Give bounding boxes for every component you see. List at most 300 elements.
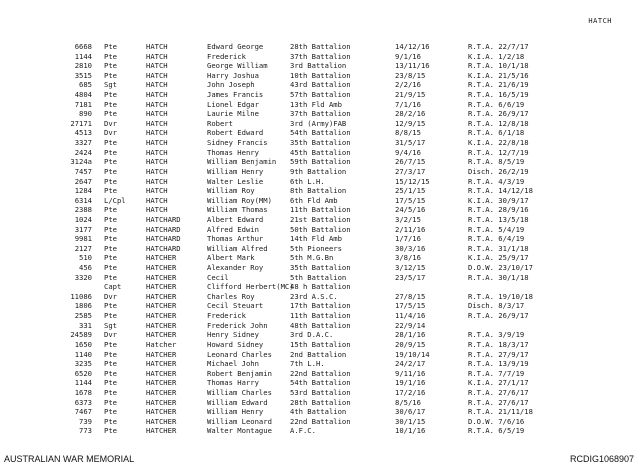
fate: K.I.A. 22/8/18 [468, 138, 529, 148]
enlistment-date: 2/11/16 [395, 224, 426, 234]
table-row [0, 398, 640, 408]
service-number: 1678 [74, 387, 92, 397]
fate: R.T.A. 21/11/18 [468, 407, 533, 417]
table-row [0, 148, 640, 158]
rank: Pte [104, 51, 117, 61]
given-names: William Roy(MM) [207, 195, 272, 205]
given-names: William Roy [207, 186, 255, 196]
rank: Pte [104, 416, 117, 426]
service-number: 685 [79, 80, 92, 90]
unit: 3rd D.A.C. [290, 330, 334, 340]
rank: Sgt [104, 80, 117, 90]
surname: HATCHER [146, 368, 177, 378]
rank: Pte [104, 109, 117, 119]
rank: Pte [104, 368, 117, 378]
table-row [0, 186, 640, 196]
surname: Hatcher [146, 339, 177, 349]
rank: Pte [104, 311, 117, 321]
service-number: 773 [79, 426, 92, 436]
rank: Pte [104, 407, 117, 417]
surname: HATCHER [146, 291, 177, 301]
table-row [0, 407, 640, 417]
given-names: Thomas Arthur [207, 234, 264, 244]
table-row [0, 109, 640, 119]
given-names: Robert Benjamin [207, 368, 272, 378]
fate: K.I.A. 25/9/17 [468, 253, 529, 263]
enlistment-date: 28/1/16 [395, 330, 426, 340]
surname: HATCH [146, 128, 168, 138]
enlistment-date: 9/1/16 [395, 51, 421, 61]
given-names: Alfred Edwin [207, 224, 259, 234]
table-row [0, 100, 640, 110]
rank: Pte [104, 359, 117, 369]
service-number: 2647 [74, 176, 92, 186]
unit: 5th Pioneers [290, 243, 342, 253]
fate: R.T.A. 8/5/19 [468, 157, 525, 167]
given-names: Cecil [207, 272, 229, 282]
fate: R.T.A. 12/8/18 [468, 118, 529, 128]
service-number: 3177 [74, 224, 92, 234]
service-number: 7181 [74, 99, 92, 109]
surname: HATCH [146, 90, 168, 100]
given-names: William Charles [207, 387, 272, 397]
surname: HATCHARD [146, 243, 181, 253]
surname: HATCH [146, 186, 168, 196]
unit: 9th Battalion [290, 166, 347, 176]
service-number: 3327 [74, 138, 92, 148]
surname: HATCHER [146, 349, 177, 359]
enlistment-date: 17/2/16 [395, 387, 426, 397]
service-number: 2585 [74, 311, 92, 321]
table-row [0, 301, 640, 311]
given-names: Leonard Charles [207, 349, 272, 359]
service-number: 456 [79, 263, 92, 273]
enlistment-date: 21/9/15 [395, 90, 426, 100]
rank: Pte [104, 70, 117, 80]
given-names: Charles Roy [207, 291, 255, 301]
surname: HATCH [146, 61, 168, 71]
unit: 37th Battalion [290, 51, 351, 61]
enlistment-date: 30/1/15 [395, 416, 426, 426]
fate: R.T.A. 5/4/19 [468, 224, 525, 234]
fate: R.T.A. 30/1/18 [468, 272, 529, 282]
fate: R.T.A. 6/6/19 [468, 99, 525, 109]
surname: HATCH [146, 157, 168, 167]
enlistment-date: 20/9/15 [395, 339, 426, 349]
fate: R.T.A. 6/4/19 [468, 234, 525, 244]
enlistment-date: 27/8/15 [395, 291, 426, 301]
unit: 28th Battalion [290, 42, 351, 51]
fate: R.T.A. 6/1/18 [468, 128, 525, 138]
enlistment-date: 28/2/16 [395, 109, 426, 119]
service-number: 6520 [74, 368, 92, 378]
service-number: 1650 [74, 339, 92, 349]
given-names: Albert Edward [207, 214, 264, 224]
given-names: William Henry [207, 166, 264, 176]
enlistment-date: 11/4/16 [395, 311, 426, 321]
given-names: Edward George [207, 42, 264, 51]
given-names: Harry Joshua [207, 70, 259, 80]
enlistment-date: 31/5/17 [395, 138, 426, 148]
rank: Pte [104, 301, 117, 311]
footer-archive-name: AUSTRALIAN WAR MEMORIAL [4, 454, 135, 464]
enlistment-date: 22/9/14 [395, 320, 426, 330]
unit: 50th Battalion [290, 224, 351, 234]
service-number: 6314 [74, 195, 92, 205]
service-number: 27171 [70, 118, 92, 128]
unit: 3rd (Army)FAB [290, 118, 347, 128]
surname: HATCHER [146, 330, 177, 340]
table-row [0, 196, 640, 206]
unit: 28th Battalion [290, 397, 351, 407]
table-row [0, 263, 640, 273]
unit: 22nd Battalion [290, 368, 351, 378]
service-number: 2424 [74, 147, 92, 157]
rank: Pte [104, 166, 117, 176]
enlistment-date: 10/1/16 [395, 426, 426, 436]
surname: HATCHER [146, 378, 177, 388]
table-row [0, 350, 640, 360]
enlistment-date: 24/5/16 [395, 205, 426, 215]
given-names: William Thomas [207, 205, 268, 215]
surname: HATCHARD [146, 234, 181, 244]
table-row [0, 311, 640, 321]
fate: R.T.A. 26/9/17 [468, 311, 529, 321]
unit: 54th Battalion [290, 378, 351, 388]
unit: 45th Battalion [290, 147, 351, 157]
table-row [0, 225, 640, 235]
unit: 15th Battalion [290, 339, 351, 349]
unit: 59th Battalion [290, 157, 351, 167]
rank: Dvr [104, 330, 117, 340]
unit: 3rd Battalion [290, 61, 347, 71]
fate: R.T.A. 19/10/18 [468, 291, 533, 301]
unit: 23rd A.S.C. [290, 291, 338, 301]
unit: 14th Fld Amb [290, 234, 342, 244]
fate: R.T.A. 28/9/16 [468, 205, 529, 215]
table-row [0, 205, 640, 215]
service-number: 2388 [74, 205, 92, 215]
service-number: 510 [79, 253, 92, 263]
table-row [0, 215, 640, 225]
unit: 5th Battalion [290, 272, 347, 282]
fate: R.T.A. 27/6/17 [468, 397, 529, 407]
enlistment-date: 15/12/15 [395, 176, 430, 186]
surname: HATCH [146, 176, 168, 186]
rank: L/Cpl [104, 195, 126, 205]
rank: Pte [104, 339, 117, 349]
service-number: 890 [79, 109, 92, 119]
table-row [0, 157, 640, 167]
given-names: Robert [207, 118, 233, 128]
surname: HATCH [146, 166, 168, 176]
unit: 54th Battalion [290, 128, 351, 138]
rank: Dvr [104, 291, 117, 301]
service-number: 1140 [74, 349, 92, 359]
unit: 10th Battalion [290, 70, 351, 80]
surname: HATCHARD [146, 224, 181, 234]
enlistment-date: 9/4/16 [395, 147, 421, 157]
given-names: John Joseph [207, 80, 255, 90]
rank: Pte [104, 61, 117, 71]
fate: R.T.A. 31/1/18 [468, 243, 529, 253]
service-number: 3124a [70, 157, 92, 167]
service-number: 1284 [74, 186, 92, 196]
service-number: 739 [79, 416, 92, 426]
service-number: 1806 [74, 301, 92, 311]
surname: HATCHER [146, 387, 177, 397]
enlistment-date: 7/1/16 [395, 99, 421, 109]
service-number: 6668 [74, 42, 92, 51]
fate: R.T.A. 3/9/19 [468, 330, 525, 340]
fate: D.O.W. 23/10/17 [468, 263, 533, 273]
unit: 21st Battalion [290, 214, 351, 224]
table-row [0, 80, 640, 90]
rank: Pte [104, 387, 117, 397]
given-names: Clifford Herbert(MC) [207, 282, 294, 292]
service-number: 7467 [74, 407, 92, 417]
unit: 53rd Battalion [290, 387, 351, 397]
fate: R.T.A. 13/9/19 [468, 359, 529, 369]
table-row [0, 177, 640, 187]
given-names: James Francis [207, 90, 264, 100]
unit: 43rd Battalion [290, 80, 351, 90]
rank: Pte [104, 90, 117, 100]
fate: R.T.A. 13/5/18 [468, 214, 529, 224]
unit: 48 h Battalion [290, 282, 351, 292]
surname: HATCH [146, 42, 168, 51]
fate: R.T.A. 27/9/17 [468, 349, 529, 359]
given-names: Lionel Edgar [207, 99, 259, 109]
service-number: 2127 [74, 243, 92, 253]
fate: R.T.A. 12/7/19 [468, 147, 529, 157]
given-names: Thomas Harry [207, 378, 259, 388]
unit: 4th Battalion [290, 407, 347, 417]
rank: Pte [104, 205, 117, 215]
given-names: Cecil Steuart [207, 301, 264, 311]
enlistment-date: 26/7/15 [395, 157, 426, 167]
table-row [0, 273, 640, 283]
table-row [0, 369, 640, 379]
rank: Pte [104, 42, 117, 51]
surname: HATCHER [146, 282, 177, 292]
surname: HATCHER [146, 426, 177, 436]
fate: K.I.A. 1/2/18 [468, 51, 525, 61]
service-number: 9981 [74, 234, 92, 244]
unit: 57th Battalion [290, 90, 351, 100]
nominal-roll-list [0, 42, 640, 436]
service-number: 1144 [74, 378, 92, 388]
enlistment-date: 8/5/16 [395, 397, 421, 407]
enlistment-date: 3/8/16 [395, 253, 421, 263]
fate: K.I.A. 27/1/17 [468, 378, 529, 388]
enlistment-date: 30/6/17 [395, 407, 426, 417]
table-row [0, 282, 640, 292]
rank: Pte [104, 138, 117, 148]
given-names: William Alfred [207, 243, 268, 253]
service-number: 2810 [74, 61, 92, 71]
enlistment-date: 14/12/16 [395, 42, 430, 51]
rank: Pte [104, 99, 117, 109]
rank: Pte [104, 176, 117, 186]
table-row [0, 253, 640, 263]
fate: R.T.A. 21/6/19 [468, 80, 529, 90]
rank: Pte [104, 263, 117, 273]
given-names: Walter Leslie [207, 176, 264, 186]
enlistment-date: 8/8/15 [395, 128, 421, 138]
unit: 8th Battalion [290, 186, 347, 196]
rank: Dvr [104, 118, 117, 128]
fate: Disch. 8/3/17 [468, 301, 525, 311]
table-row [0, 119, 640, 129]
surname: HATCHER [146, 359, 177, 369]
surname: HATCH [146, 205, 168, 215]
surname: HATCHER [146, 263, 177, 273]
given-names: Howard Sidney [207, 339, 264, 349]
unit: 6th L.H. [290, 176, 325, 186]
enlistment-date: 25/1/15 [395, 186, 426, 196]
enlistment-date: 27/3/17 [395, 166, 426, 176]
table-row [0, 378, 640, 388]
rank: Dvr [104, 128, 117, 138]
enlistment-date: 13/11/16 [395, 61, 430, 71]
unit: 35th Battalion [290, 263, 351, 273]
enlistment-date: 23/8/15 [395, 70, 426, 80]
surname: HATCH [146, 80, 168, 90]
fate: D.O.W. 7/6/16 [468, 416, 525, 426]
surname: HATCH [146, 99, 168, 109]
unit: 6th Fld Amb [290, 195, 338, 205]
surname: HATCHER [146, 311, 177, 321]
rank: Pte [104, 186, 117, 196]
table-row [0, 388, 640, 398]
fate: R.T.A. 16/5/19 [468, 90, 529, 100]
surname: HATCH [146, 147, 168, 157]
rank: Pte [104, 214, 117, 224]
enlistment-date: 30/3/16 [395, 243, 426, 253]
unit: 5th M.G.Bn [290, 253, 334, 263]
rank: Capt [104, 282, 122, 292]
surname: HATCHER [146, 253, 177, 263]
service-number: 3515 [74, 70, 92, 80]
surname: HATCHER [146, 272, 177, 282]
unit: 13th Fld Amb [290, 99, 342, 109]
enlistment-date: 12/9/15 [395, 118, 426, 128]
enlistment-date: 19/1/16 [395, 378, 426, 388]
fate: R.T.A. 10/1/18 [468, 61, 529, 71]
given-names: Alexander Roy [207, 263, 264, 273]
rank: Pte [104, 426, 117, 436]
footer-record-id: RCDIG1068907 [569, 454, 634, 464]
service-number: 331 [79, 320, 92, 330]
surname: HATCH [146, 195, 168, 205]
table-row [0, 321, 640, 331]
given-names: William Leonard [207, 416, 272, 426]
service-number: 11086 [70, 291, 92, 301]
surname: HATCH [146, 109, 168, 119]
service-number: 3320 [74, 272, 92, 282]
unit: 35th Battalion [290, 138, 351, 148]
unit: A.F.C. [290, 426, 316, 436]
table-row [0, 138, 640, 148]
given-names: Albert Mark [207, 253, 255, 263]
rank: Pte [104, 243, 117, 253]
given-names: Henry Sidney [207, 330, 259, 340]
rank: Pte [104, 147, 117, 157]
given-names: Michael John [207, 359, 259, 369]
table-row [0, 330, 640, 340]
fate: R.T.A. 27/6/17 [468, 387, 529, 397]
table-row [0, 234, 640, 244]
enlistment-date: 3/12/15 [395, 263, 426, 273]
service-number: 6373 [74, 397, 92, 407]
service-number: 3235 [74, 359, 92, 369]
given-names: Sidney Francis [207, 138, 268, 148]
service-number: 24589 [70, 330, 92, 340]
given-names: Frederick John [207, 320, 268, 330]
fate: K.I.A. 30/9/17 [468, 195, 529, 205]
enlistment-date: 17/5/15 [395, 195, 426, 205]
given-names: Laurie Milne [207, 109, 259, 119]
fate: R.T.A. 22/7/17 [468, 42, 529, 51]
given-names: Frederick [207, 51, 246, 61]
surname: HATCHER [146, 397, 177, 407]
unit: 7th L.H. [290, 359, 325, 369]
given-names: William Edward [207, 397, 268, 407]
rank: Pte [104, 397, 117, 407]
corner-label: HATCH [588, 17, 612, 25]
surname: HATCH [146, 70, 168, 80]
given-names: Frederick [207, 311, 246, 321]
unit: 37th Battalion [290, 109, 351, 119]
rank: Pte [104, 378, 117, 388]
table-row [0, 90, 640, 100]
service-number: 7457 [74, 166, 92, 176]
table-row [0, 167, 640, 177]
rank: Sgt [104, 320, 117, 330]
surname: HATCHER [146, 407, 177, 417]
given-names: George William [207, 61, 268, 71]
enlistment-date: 2/2/16 [395, 80, 421, 90]
surname: HATCHARD [146, 214, 181, 224]
surname: HATCHER [146, 320, 177, 330]
table-row [0, 417, 640, 427]
fate: R.T.A. 26/9/17 [468, 109, 529, 119]
enlistment-date: 19/10/14 [395, 349, 430, 359]
service-number: 4804 [74, 90, 92, 100]
table-row [0, 292, 640, 302]
rank: Pte [104, 349, 117, 359]
surname: HATCH [146, 51, 168, 61]
enlistment-date: 9/11/16 [395, 368, 426, 378]
enlistment-date: 1/7/16 [395, 234, 421, 244]
fate: R.T.A. 14/12/18 [468, 186, 533, 196]
fate: R.T.A. 7/7/19 [468, 368, 525, 378]
table-row [0, 128, 640, 138]
service-number: 4513 [74, 128, 92, 138]
given-names: Thomas Henry [207, 147, 259, 157]
table-row [0, 426, 640, 436]
unit: 48th Battalion [290, 320, 351, 330]
enlistment-date: 17/5/15 [395, 301, 426, 311]
table-row [0, 359, 640, 369]
rank: Pte [104, 253, 117, 263]
fate: K.I.A. 21/5/16 [468, 70, 529, 80]
surname: HATCH [146, 138, 168, 148]
unit: 17th Battalion [290, 301, 351, 311]
fate: R.T.A. 6/5/19 [468, 426, 525, 436]
table-row [0, 61, 640, 71]
